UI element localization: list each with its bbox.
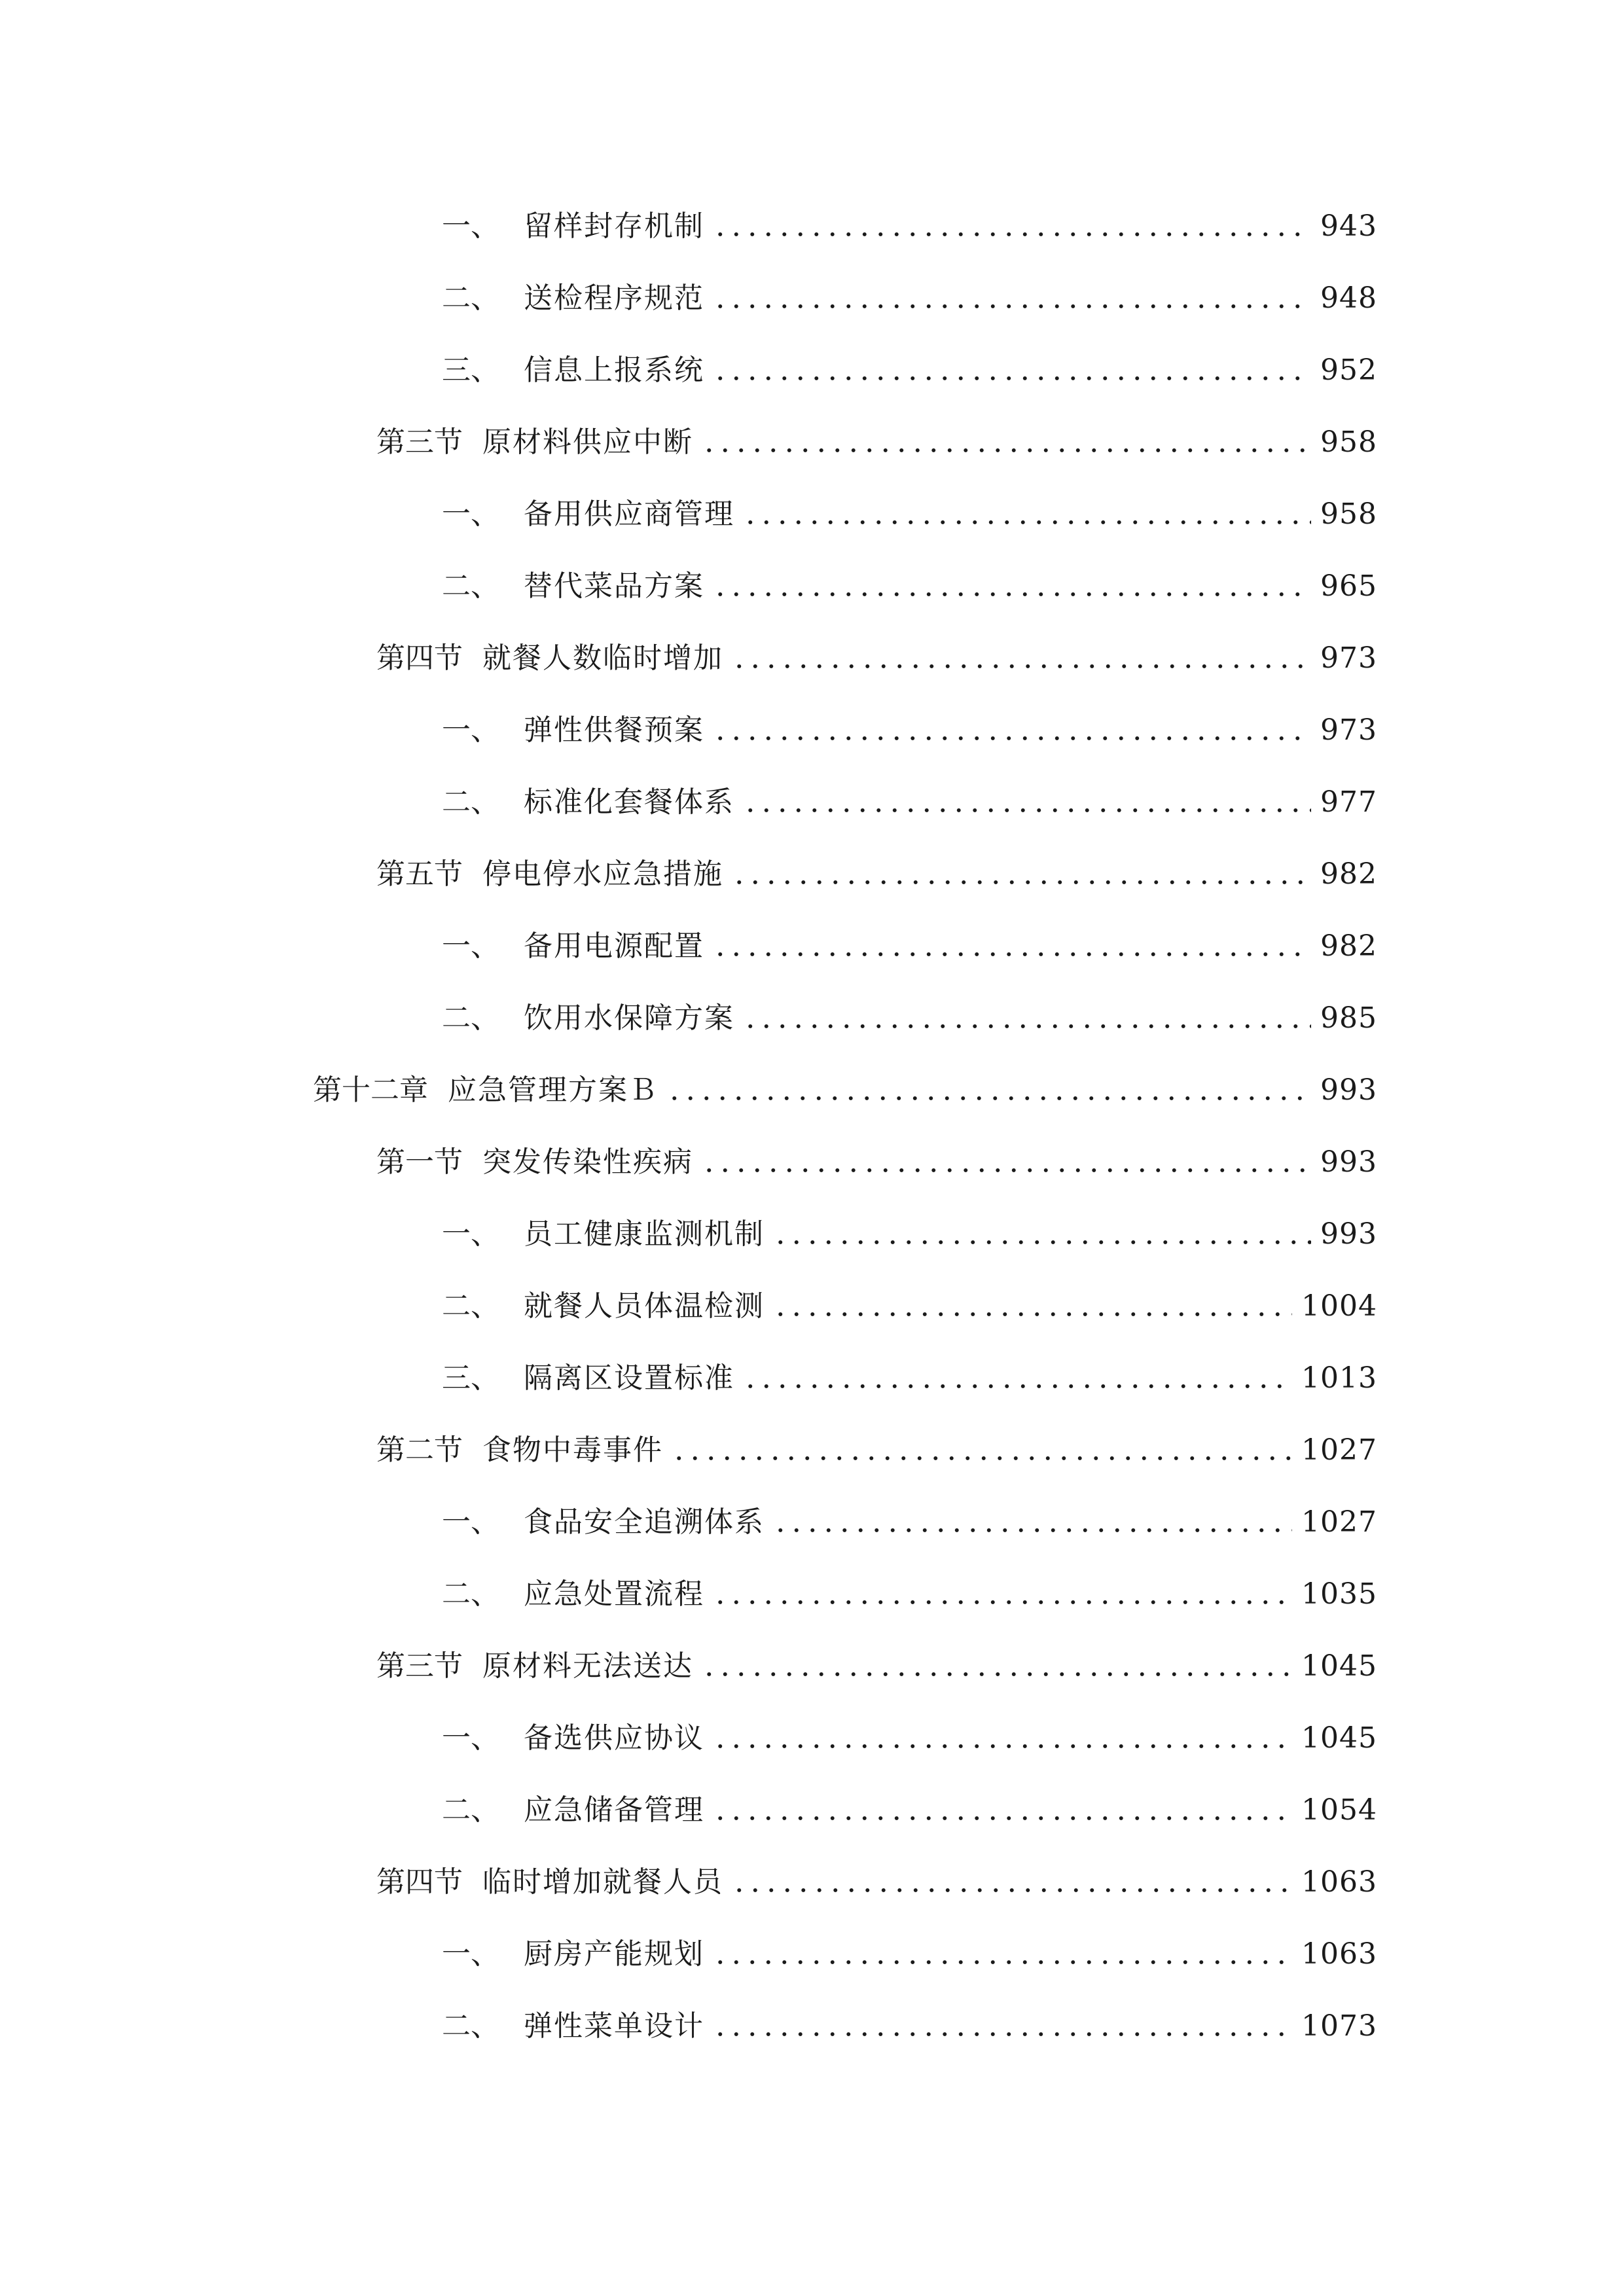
dot-leader	[742, 518, 1311, 526]
toc-entry-number: 一、	[442, 1937, 499, 1971]
toc-entry-title: 饮用水保障方案	[524, 1001, 734, 1035]
toc-entry-title: 应急处置流程	[524, 1577, 704, 1611]
toc-entry-page: 1054	[1301, 1793, 1377, 1827]
toc-entry-page: 993	[1320, 1073, 1377, 1107]
toc-entry-page: 1063	[1301, 1937, 1377, 1971]
toc-entry-title: 食品安全追溯体系	[524, 1505, 765, 1539]
toc-entry-title: 应急储备管理	[524, 1793, 704, 1827]
dot-leader	[712, 302, 1311, 310]
toc-entry[interactable]	[376, 632, 1377, 685]
toc-entry-number: 第十二章	[313, 1073, 428, 1107]
toc-entry-title: 备用供应商管理	[524, 497, 734, 531]
toc-entry-title: 留样封存机制	[524, 209, 704, 243]
toc-entry-title: 临时增加就餐人员	[482, 1865, 723, 1899]
toc-entry[interactable]	[442, 272, 1377, 325]
toc-entry-title: 食物中毒事件	[482, 1433, 663, 1467]
toc-entry-number: 一、	[442, 929, 499, 963]
toc-entry[interactable]	[442, 1568, 1377, 1621]
toc-entry-number: 二、	[442, 1793, 499, 1827]
dot-leader	[701, 446, 1311, 454]
toc-entry-number: 三、	[442, 1361, 499, 1395]
toc-entry[interactable]	[376, 1136, 1377, 1189]
dot-leader	[701, 1670, 1292, 1678]
toc-entry-title: 停电停水应急措施	[482, 857, 723, 891]
toc-entry[interactable]	[442, 560, 1377, 613]
dot-leader	[742, 806, 1311, 814]
toc-entry-number: 第四节	[376, 641, 463, 675]
toc-entry-number: 二、	[442, 1001, 499, 1035]
toc-entry[interactable]	[376, 848, 1377, 901]
toc-entry[interactable]	[376, 416, 1377, 469]
toc-entry-number: 第五节	[376, 857, 463, 891]
toc-entry[interactable]	[442, 1280, 1377, 1333]
toc-entry-number: 一、	[442, 209, 499, 243]
toc-entry-page: 982	[1320, 929, 1377, 963]
dot-leader	[671, 1454, 1292, 1462]
toc-entry[interactable]	[442, 1928, 1377, 1981]
toc-entry-number: 第三节	[376, 1649, 463, 1683]
dot-leader	[712, 1814, 1292, 1822]
toc-entry-title: 就餐人数临时增加	[482, 641, 723, 675]
toc-entry-number: 二、	[442, 1289, 499, 1323]
dot-leader	[712, 2030, 1292, 2038]
toc-entry-title: 原材料无法送达	[482, 1649, 693, 1683]
toc-entry-number: 一、	[442, 1217, 499, 1251]
dot-leader	[701, 1166, 1311, 1174]
toc-entry-title: 备选供应协议	[524, 1721, 704, 1755]
dot-leader	[772, 1310, 1292, 1318]
dot-leader	[731, 662, 1311, 670]
dot-leader	[712, 374, 1311, 382]
toc-entry[interactable]	[442, 1208, 1377, 1261]
toc-entry-page: 1035	[1301, 1577, 1377, 1611]
dot-leader	[712, 734, 1311, 742]
toc-entry-page: 958	[1320, 425, 1377, 459]
toc-entry-title: 送检程序规范	[524, 281, 704, 315]
toc-entry-number: 第四节	[376, 1865, 463, 1899]
toc-entry-page: 982	[1320, 857, 1377, 891]
toc-entry[interactable]	[376, 1640, 1377, 1693]
dot-leader	[712, 950, 1311, 958]
toc-entry-page: 1045	[1301, 1649, 1377, 1683]
toc-entry-title: 弹性菜单设计	[524, 2009, 704, 2043]
toc-entry[interactable]	[313, 1064, 1377, 1117]
toc-entry-title: 就餐人员体温检测	[524, 1289, 765, 1323]
toc-entry-number: 三、	[442, 353, 499, 387]
toc-entry[interactable]	[442, 776, 1377, 829]
toc-entry-title: 信息上报系统	[524, 353, 704, 387]
dot-leader	[772, 1238, 1311, 1246]
toc-entry-page: 943	[1320, 209, 1377, 243]
toc-entry-page: 1073	[1301, 2009, 1377, 2043]
toc-entry-title: 突发传染性疾病	[482, 1145, 693, 1179]
dot-leader	[712, 1958, 1292, 1966]
toc-entry-number: 二、	[442, 1577, 499, 1611]
toc-entry[interactable]	[442, 1352, 1377, 1405]
toc-entry[interactable]	[442, 200, 1377, 253]
toc-entry[interactable]	[442, 488, 1377, 541]
toc-entry[interactable]	[376, 1856, 1377, 1909]
toc-entry-title: 应急管理方案Ｂ	[448, 1073, 659, 1107]
toc-entry-title: 替代菜品方案	[524, 569, 704, 603]
toc-entry-page: 1045	[1301, 1721, 1377, 1755]
toc-entry-page: 1063	[1301, 1865, 1377, 1899]
toc-entry-title: 备用电源配置	[524, 929, 704, 963]
toc-entry-page: 973	[1320, 641, 1377, 675]
toc-entry[interactable]	[442, 992, 1377, 1045]
dot-leader	[712, 230, 1311, 238]
toc-entry-page: 948	[1320, 281, 1377, 315]
toc-entry-page: 958	[1320, 497, 1377, 531]
dot-leader	[742, 1022, 1311, 1030]
toc-entry[interactable]	[442, 1712, 1377, 1765]
toc-entry-page: 977	[1320, 785, 1377, 819]
dot-leader	[742, 1382, 1292, 1390]
toc-entry-title: 标准化套餐体系	[524, 785, 734, 819]
dot-leader	[666, 1094, 1311, 1102]
toc-entry-page: 993	[1320, 1145, 1377, 1179]
dot-leader	[772, 1526, 1292, 1534]
toc-entry-title: 原材料供应中断	[482, 425, 693, 459]
toc-entry-page: 1027	[1301, 1505, 1377, 1539]
toc-entry-number: 第三节	[376, 425, 463, 459]
toc-entry-number: 二、	[442, 785, 499, 819]
toc-entry[interactable]	[442, 344, 1377, 397]
toc-entry-number: 第二节	[376, 1433, 463, 1467]
toc-entry-number: 二、	[442, 2009, 499, 2043]
toc-entry-number: 一、	[442, 497, 499, 531]
toc-entry[interactable]	[442, 704, 1377, 757]
dot-leader	[712, 1742, 1292, 1750]
toc-entry-title: 员工健康监测机制	[524, 1217, 765, 1251]
toc-entry-page: 965	[1320, 569, 1377, 603]
toc-entry-number: 二、	[442, 281, 499, 315]
toc-entry-title: 隔离区设置标准	[524, 1361, 734, 1395]
toc-entry-page: 985	[1320, 1001, 1377, 1035]
toc-entry[interactable]	[442, 920, 1377, 973]
toc-entry-page: 993	[1320, 1217, 1377, 1251]
dot-leader	[731, 1886, 1292, 1894]
toc-entry-number: 第一节	[376, 1145, 463, 1179]
toc-entry-number: 一、	[442, 713, 499, 747]
toc-entry-page: 1013	[1301, 1361, 1377, 1395]
toc-entry-page: 1027	[1301, 1433, 1377, 1467]
toc-entry-number: 一、	[442, 1505, 499, 1539]
toc-entry[interactable]	[442, 2000, 1377, 2053]
toc-entry-title: 厨房产能规划	[524, 1937, 704, 1971]
toc-entry[interactable]	[442, 1784, 1377, 1837]
dot-leader	[731, 878, 1311, 886]
toc-entry[interactable]	[376, 1424, 1377, 1477]
toc-entry-number: 一、	[442, 1721, 499, 1755]
toc-entry-number: 二、	[442, 569, 499, 603]
dot-leader	[712, 590, 1311, 598]
toc-entry-page: 973	[1320, 713, 1377, 747]
toc-entry-title: 弹性供餐预案	[524, 713, 704, 747]
toc-entry-page: 1004	[1301, 1289, 1377, 1323]
toc-entry[interactable]	[442, 1496, 1377, 1549]
toc-entry-page: 952	[1320, 353, 1377, 387]
dot-leader	[712, 1598, 1292, 1606]
